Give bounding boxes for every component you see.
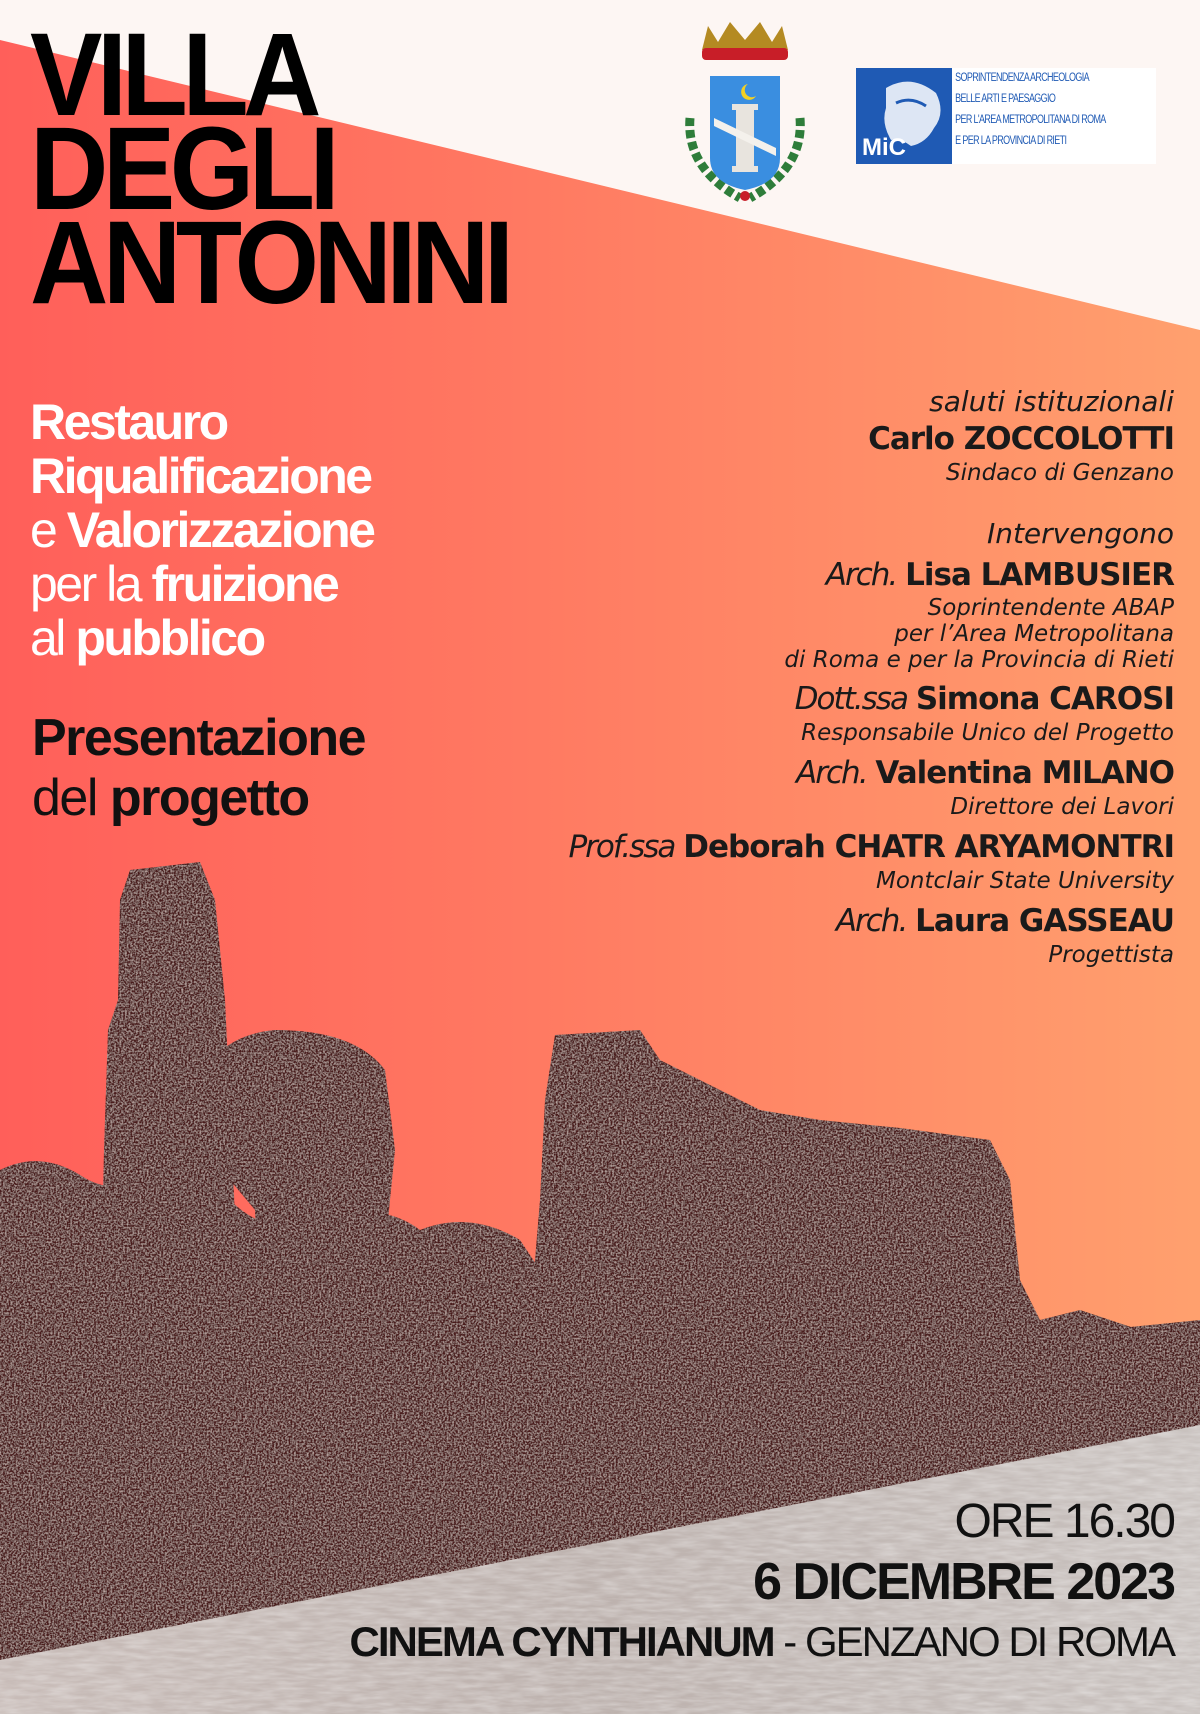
speaker-role: Progettista <box>1048 942 1174 968</box>
speaker-name-text: Lisa LAMBUSIER <box>905 557 1174 593</box>
speaker-role: Responsabile Unico del Progetto <box>801 720 1174 746</box>
speaker-role: per l’Area Metropolitana <box>894 621 1174 647</box>
venue-location: - GENZANO DI ROMA <box>773 1618 1174 1665</box>
speaker-name <box>474 753 1174 793</box>
presentation-light: del <box>32 769 110 827</box>
speaker-prefix: Dott.ssa <box>794 681 907 717</box>
venue-name: CINEMA CYNTHIANUM <box>349 1618 774 1665</box>
poster-title <box>30 9 509 329</box>
title-line: VILLA <box>30 9 317 141</box>
event-date: 6 DICEMBRE 2023 <box>753 1553 1174 1611</box>
coat-of-arms-icon <box>680 18 810 208</box>
subtitle-bold: Valorizzazione <box>66 502 374 558</box>
mic-emblem-icon <box>856 68 952 164</box>
speaker-name <box>474 901 1174 941</box>
speaker-name-text: Valentina MILANO <box>875 755 1174 791</box>
presentation-line <box>32 768 365 828</box>
subtitle-light: per la <box>30 556 152 612</box>
speaker-role: Direttore dei Lavori <box>950 794 1174 820</box>
title-line: DEGLI <box>30 103 335 235</box>
subtitle-bold: fruizione <box>151 556 338 612</box>
subtitle-line <box>30 557 373 611</box>
speaker-name-text: Laura GASSEAU <box>915 903 1174 939</box>
speaker-name-text: Carlo ZOCCOLOTTI <box>868 421 1174 457</box>
subtitle-light: e <box>30 502 67 558</box>
subtitle-bold: pubblico <box>75 610 264 666</box>
presentation-bold: progetto <box>109 769 309 827</box>
presentation-heading <box>32 708 365 828</box>
speaker-prefix: Arch. <box>796 755 867 791</box>
subtitle-line <box>30 503 373 557</box>
speaker-role: Sindaco di Genzano <box>946 460 1174 486</box>
title-line: ANTONINI <box>30 197 509 329</box>
speaker-prefix: Arch. <box>825 557 897 593</box>
event-venue <box>350 1615 1174 1669</box>
speaker-name <box>474 827 1174 867</box>
mic-text-line: E PER LA PROVINCIA DI RIETI <box>955 135 1067 147</box>
subtitle-line <box>30 449 373 503</box>
event-time: ORE 16.30 <box>954 1495 1174 1548</box>
event-info <box>350 1495 1174 1669</box>
subtitle-bold: Restauro <box>30 394 227 450</box>
speaker-name <box>474 419 1174 459</box>
speaker-name-text: Simona CAROSI <box>915 681 1174 717</box>
speaker-name-text: Deborah CHATR ARYAMONTRI <box>683 829 1174 865</box>
mic-logo <box>856 68 1156 164</box>
mic-text-line: PER L'AREA METROPOLITANA DI ROMA <box>955 114 1106 126</box>
presentation-bold: Presentazione <box>32 709 366 767</box>
subtitle <box>30 395 373 665</box>
mic-text <box>952 68 1106 164</box>
presentation-line <box>32 708 365 768</box>
speaker-role: Montclair State University <box>875 868 1174 894</box>
speaker-name <box>474 679 1174 719</box>
speaker-role: di Roma e per la Provincia di Rieti <box>784 647 1174 673</box>
speaker-prefix: Prof.ssa <box>568 829 675 865</box>
subtitle-light: al <box>30 610 76 666</box>
speaker-prefix: Arch. <box>835 903 907 939</box>
subtitle-line <box>30 611 373 665</box>
speakers-list <box>474 385 1174 975</box>
speakers-intro: saluti istituzionali <box>929 385 1174 418</box>
speakers-intro: Intervengono <box>986 517 1174 550</box>
subtitle-line <box>30 395 373 449</box>
subtitle-bold: Riqualificazione <box>30 448 371 504</box>
speaker-role: Soprintendente ABAP <box>927 595 1174 621</box>
speaker-name <box>474 555 1174 595</box>
mic-text-line: SOPRINTENDENZA ARCHEOLOGIA <box>955 72 1089 84</box>
mic-text-line: BELLE ARTI E PAESAGGIO <box>955 93 1056 105</box>
mic-label: MiC <box>862 134 906 161</box>
